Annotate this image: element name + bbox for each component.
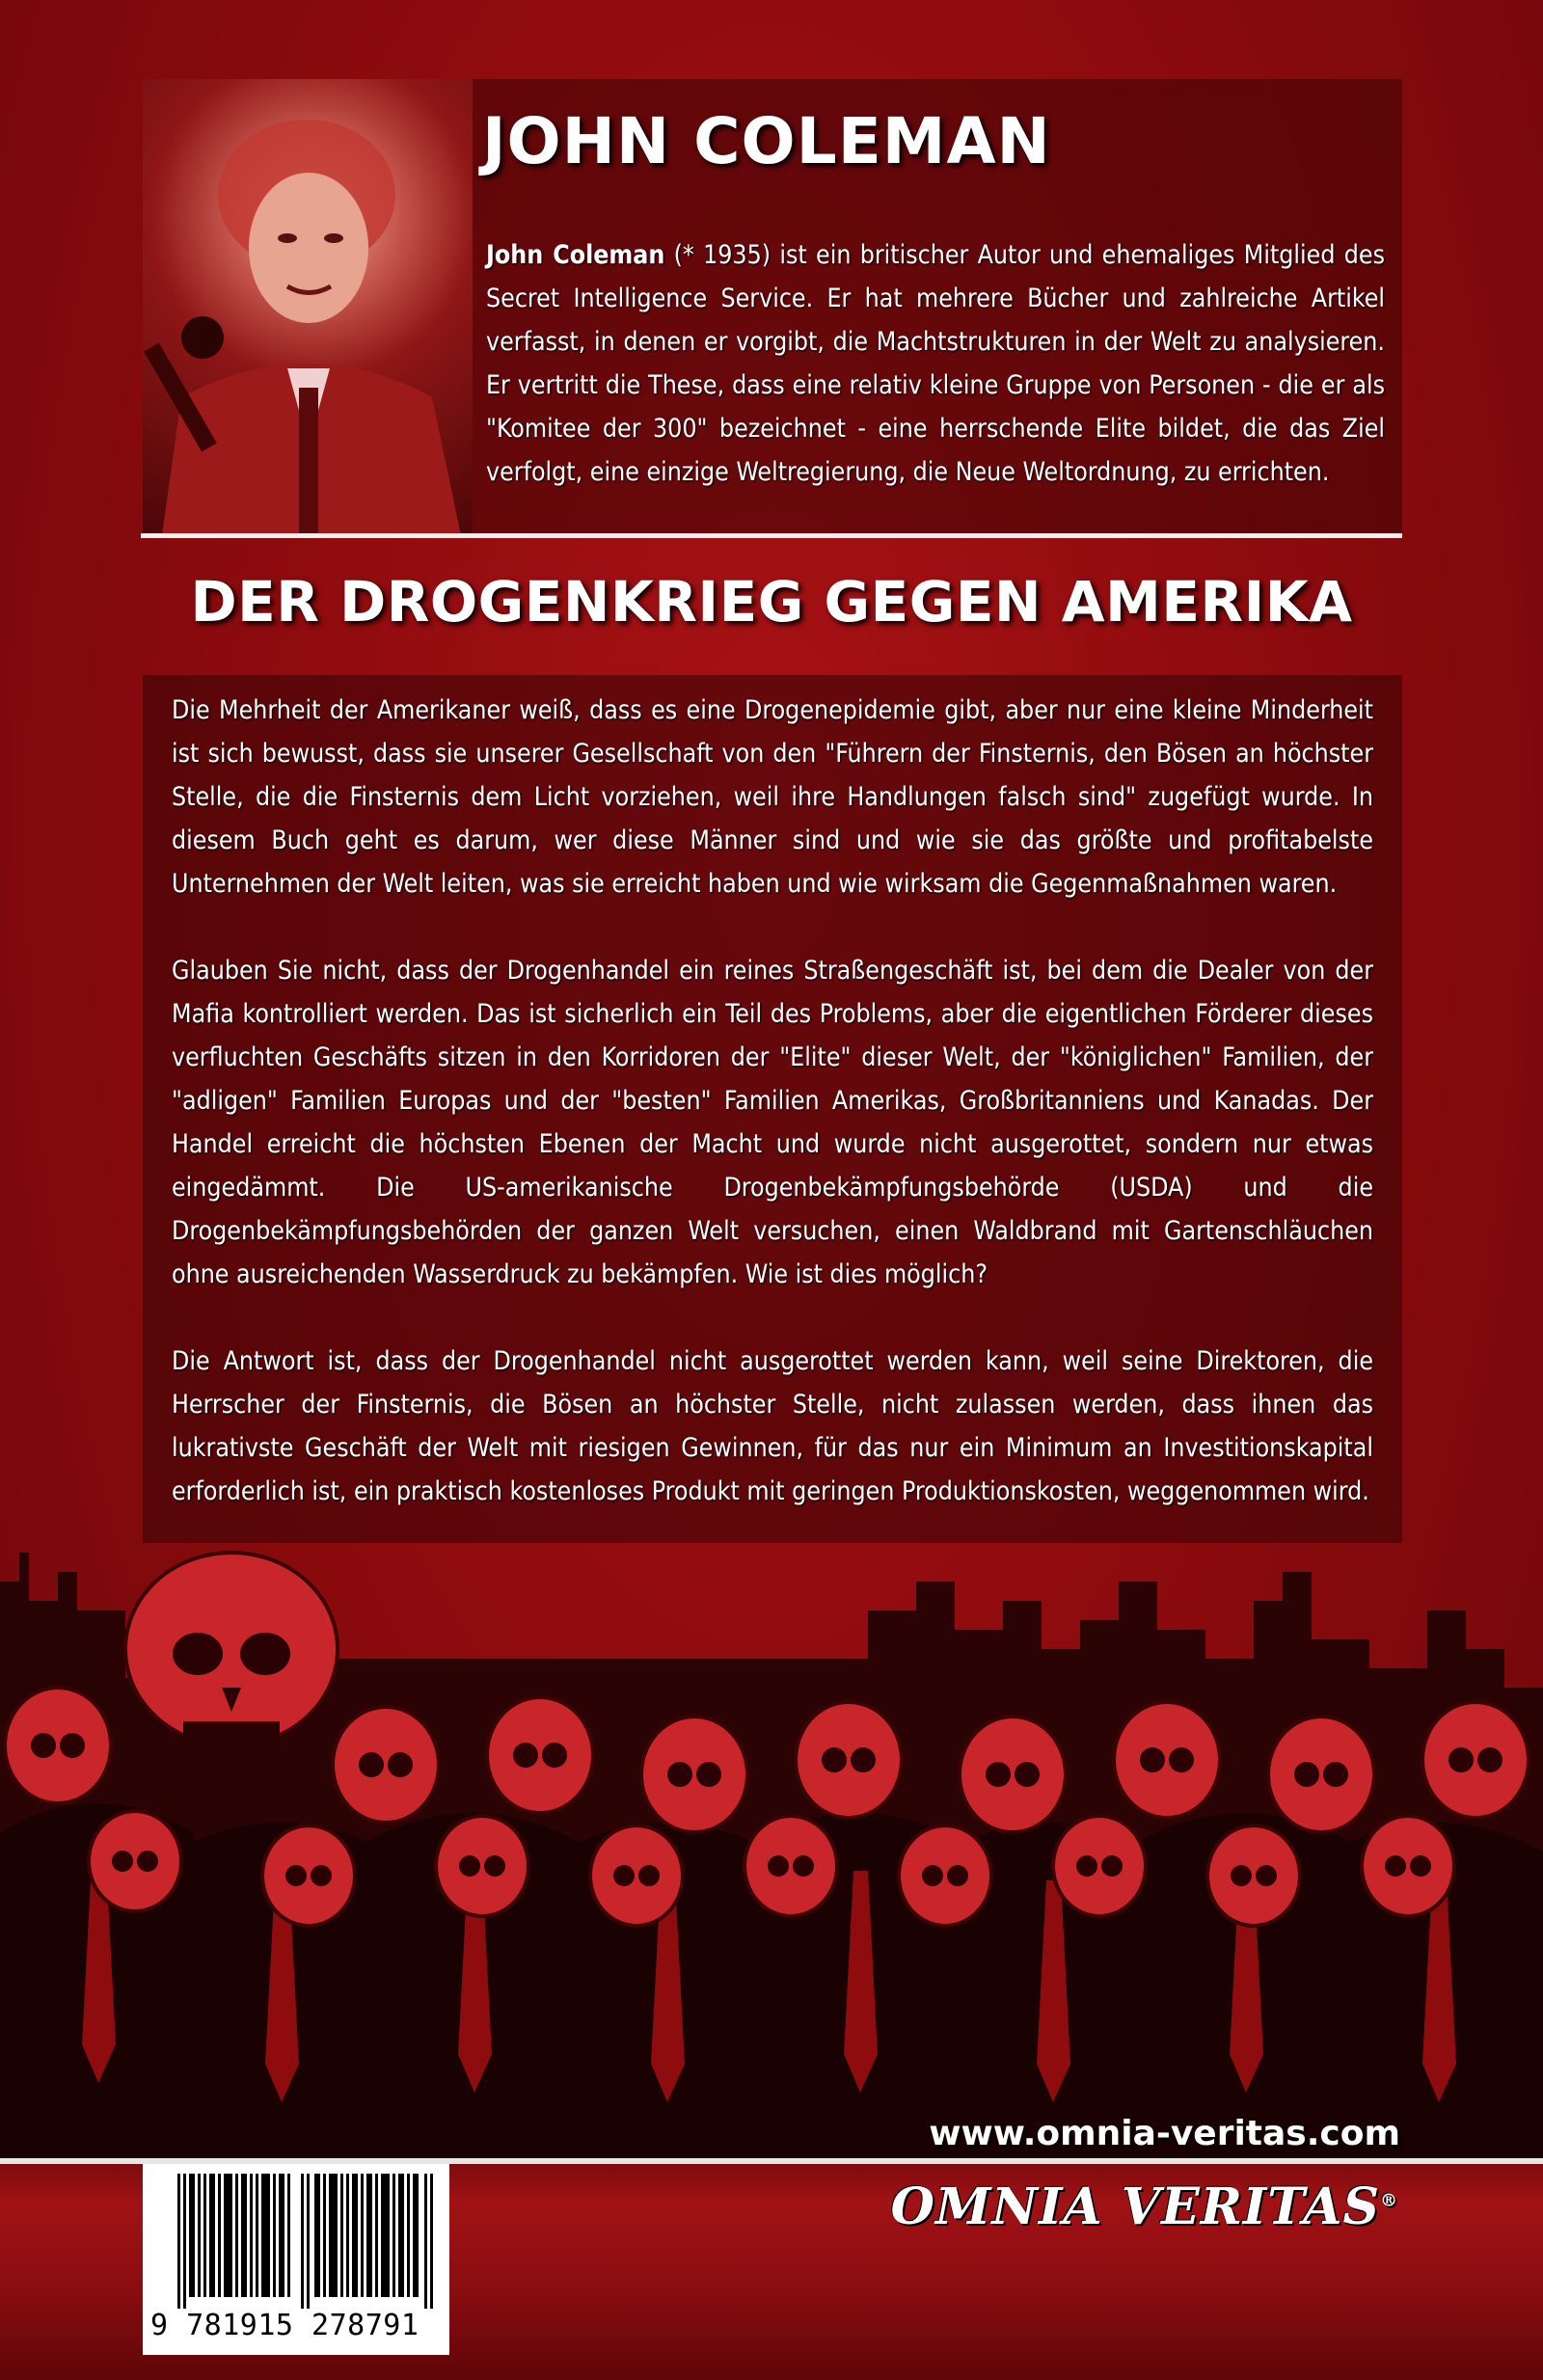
description-paragraph-3: Die Antwort ist, dass der Drogenhandel nicht ausgerottet werden kann, weil seine Direktoren, die Herrscher der Finsternis, die Bösen an höchster Stelle, nicht zulassen werden, dass ihnen das lukrativste Geschäft der Welt mit riesigen Gewinnen, für das nur ein Minimum an Investitionskapital erforderlich ist, ein praktisch kostenloses Produkt mit geringen Produktionskosten, weggenommen wird. [172,1346,1373,1506]
description-panel [143,675,1402,1543]
publisher-logo [891,2177,1398,2236]
skull-crowd-svg [0,1543,1543,2160]
author-portrait-illustration [143,79,473,535]
description-paragraph-2: Glauben Sie nicht, dass der Drogenhandel ein reines Straßengeschäft ist, bei dem die Dealer von der Mafia kontrolliert werden. Das ist sicherlich ein Teil des Problems, aber die eigentlichen Förderer dieses verfluchten Geschäfts sitzen in den Korridoren der "Elite" dieser Welt, der "königlichen" Familien, der "adligen" Familien Europas und der "besten" Familien Amerikas, Großbritanniens und Kanadas. Der Handel erreicht die höchsten Ebenen der Macht und wurde nicht ausgerottet, sondern nur etwas eingedämmt. Die US-amerikanische Drogenbekämpfungsbehörde (USDA) und die Drogenbekämpfungsbehörden der ganzen Welt versuchen, einen Waldbrand mit Gartenschläuchen ohne ausreichenden Wasserdruck zu bekämpfen. Wie ist dies möglich? [172,956,1373,1289]
description-text [172,689,1373,1556]
isbn-barcode [143,2164,449,2355]
publisher-name: OMNIA VERITAS [890,2177,1380,2236]
barcode-bars [177,2174,436,2309]
divider [141,533,1402,538]
author-bio-text: (* 1935) ist ein britischer Autor und ehemaliges Mitglied des Secret Intelligence Service. Er hat mehrere Bücher und zahlreiche Artikel verfasst, in denen er vorgibt, die Machtstrukturen in der Welt zu analysieren. Er vertritt die These, dass eine relativ kleine Gruppe von Personen - die er als "Komitee der 300" bezeichnet - eine herrschende Elite bildet, die das Ziel verfolgt, eine einzige Weltregierung, die Neue Weltordnung, zu errichten. [486,240,1385,487]
book-title: DER DROGENKRIEG GEGEN AMERIKA [190,569,1353,635]
author-bio-name: John Coleman [486,240,665,270]
author-photo [143,79,473,535]
publisher-website: www.omnia-veritas.com [929,2114,1400,2153]
isbn-number: 9 781915 278791 [150,2309,420,2342]
author-bio [486,233,1385,494]
skull-crowd-illustration [0,1543,1543,2150]
description-paragraph-1: Die Mehrheit der Amerikaner weiß, dass es eine Drogenepidemie gibt, aber nur eine kleine Minderheit ist sich bewusst, dass sie unserer Gesellschaft von den "Führern der Finsternis, den Bösen an höchster Stelle, die die Finsternis dem Licht vorziehen, weil ihre Handlungen falsch sind" zugefügt wurde. In diesem Buch geht es darum, wer diese Männer sind und wie sie das größte und profitabelste Unternehmen der Welt leiten, was sie erreicht haben und wie wirksam die Gegenmaßnahmen waren. [172,695,1373,899]
author-panel [143,79,1402,535]
author-name: JOHN COLEMAN [482,104,1051,178]
registered-mark: ® [1380,2190,1398,2211]
